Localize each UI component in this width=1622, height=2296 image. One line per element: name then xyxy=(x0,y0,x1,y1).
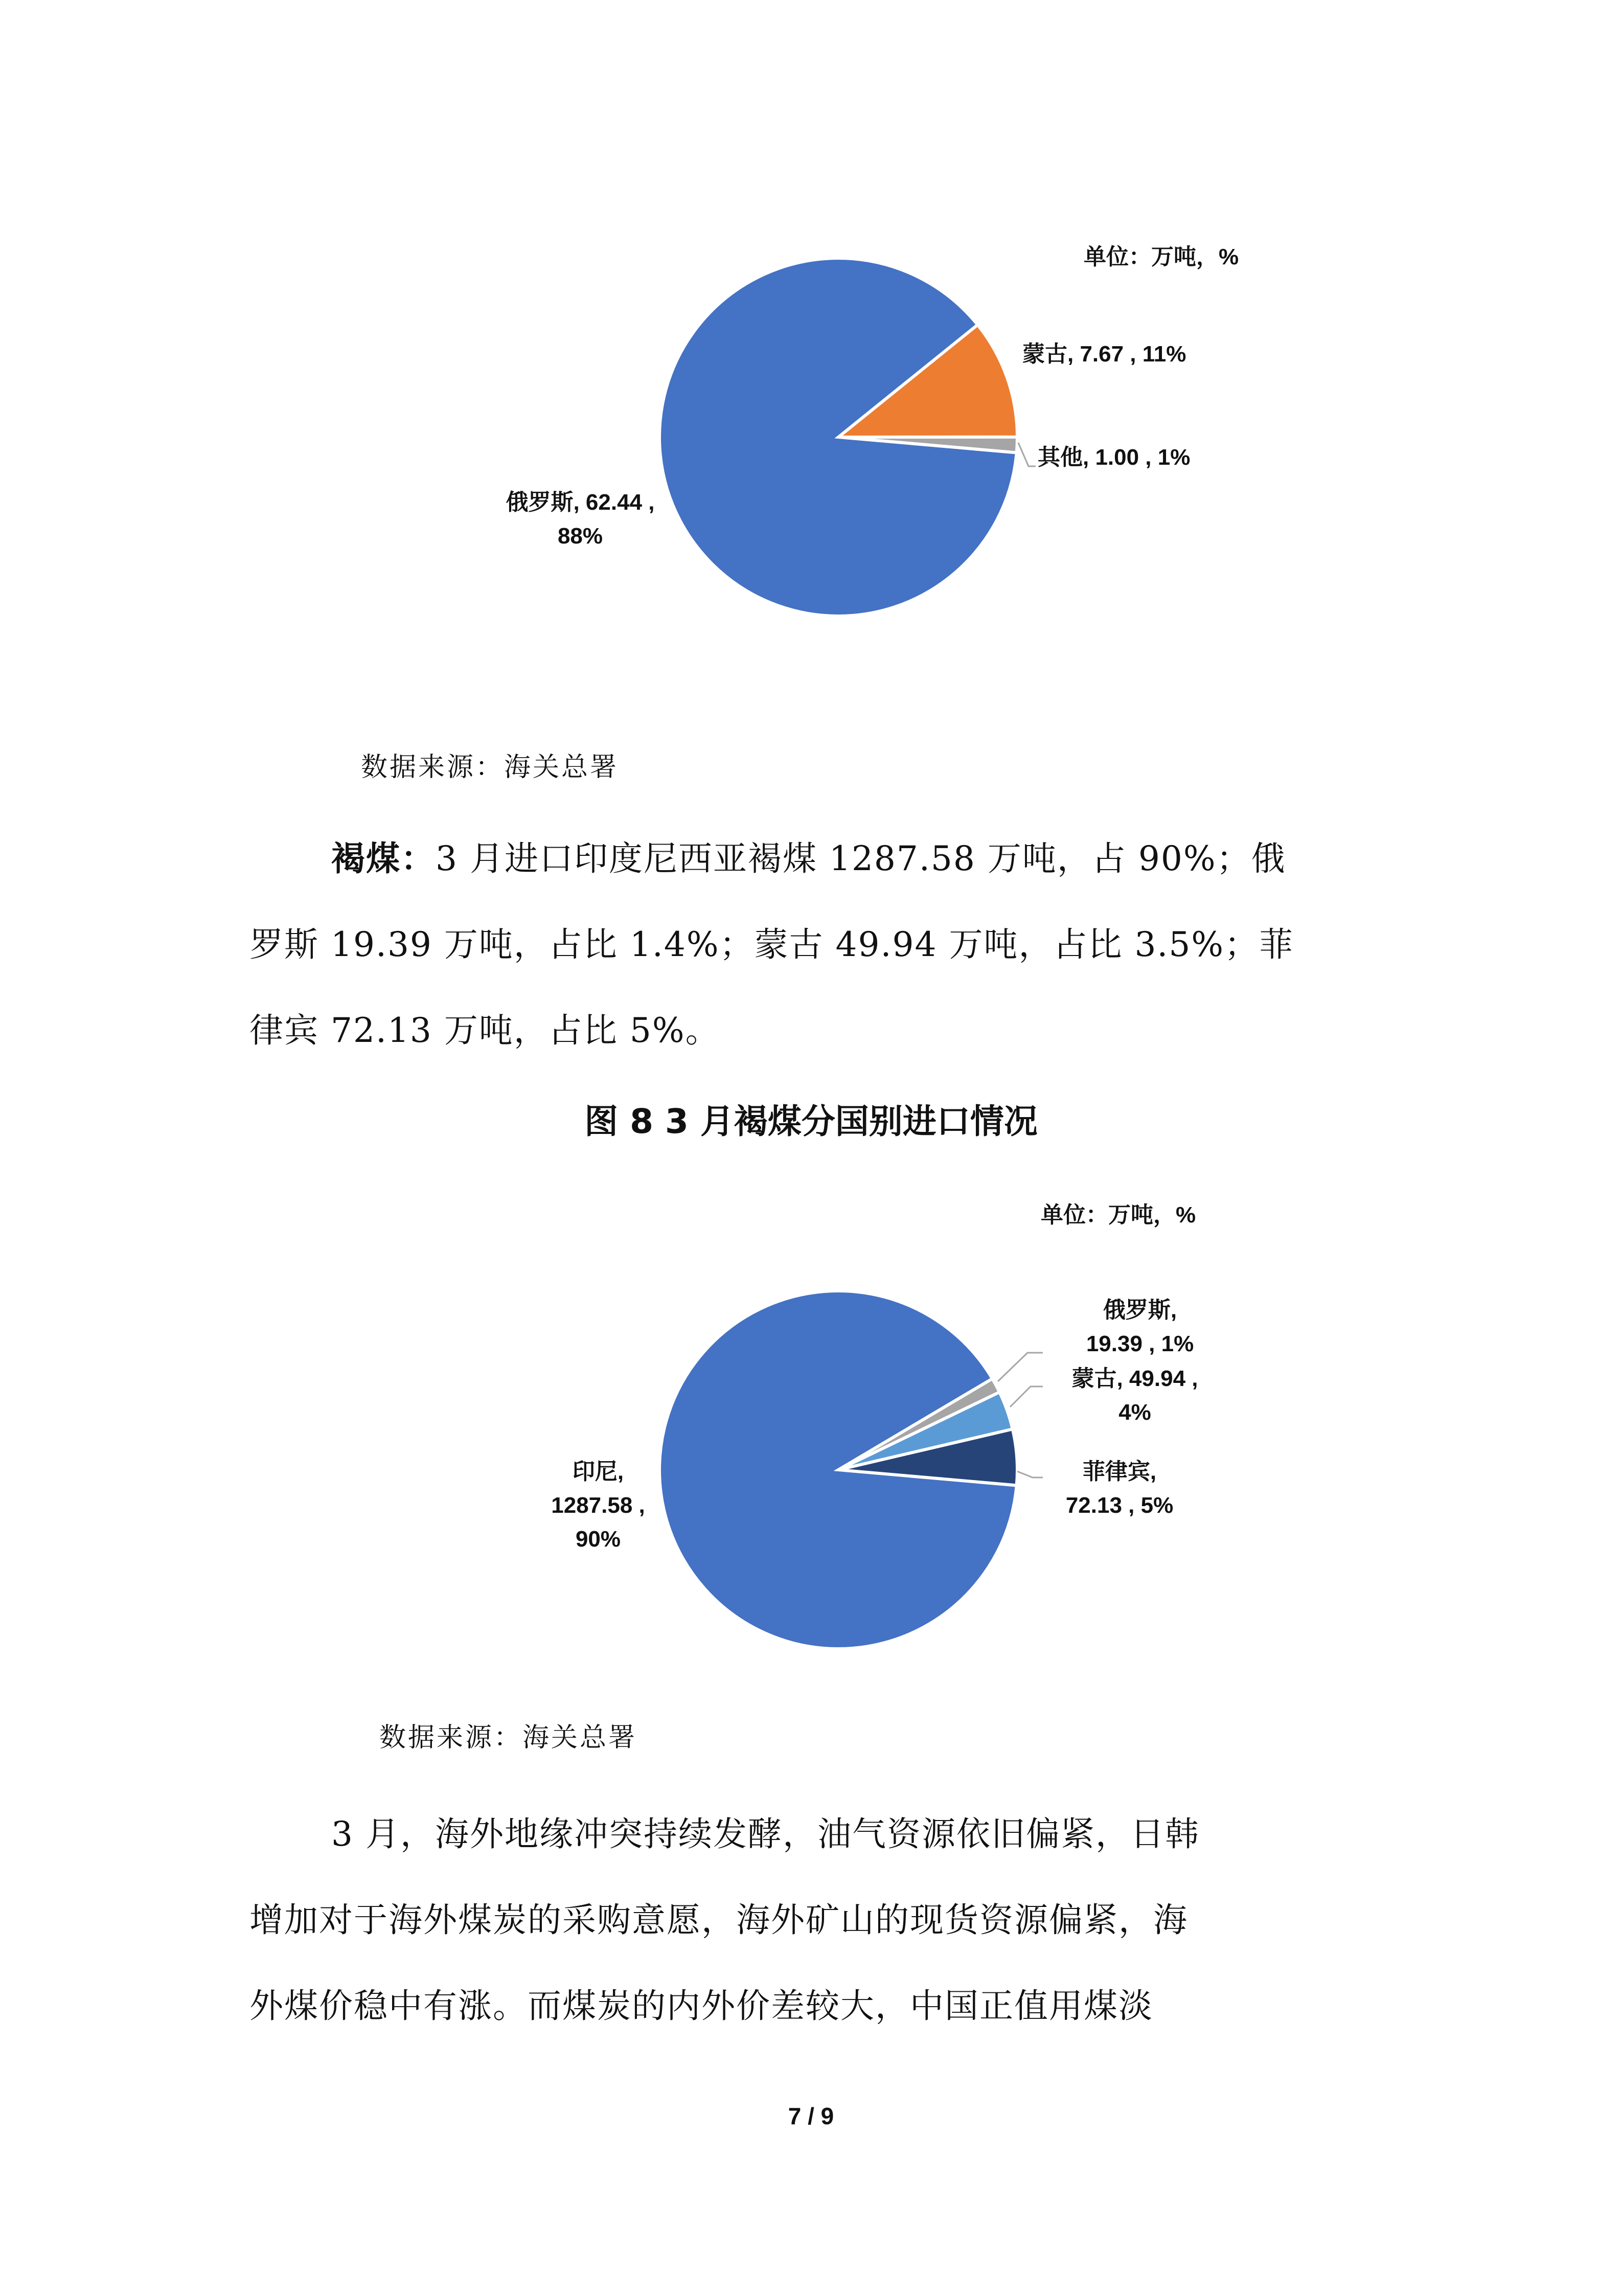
chart1-label-other: 其他, 1.00 , 1% xyxy=(1038,445,1191,470)
leader-line-philippines xyxy=(1017,1471,1043,1477)
chart1-unit-label: 单位：万吨，% xyxy=(1084,244,1239,269)
chart2-pie xyxy=(634,1268,1043,1656)
chart2-label-mongolia: 蒙古, 49.94 , 4% xyxy=(1071,1366,1198,1425)
paragraph-overseas: 3 月，海外地缘冲突持续发酵，油气资源依旧偏紧，日韩 增加对于海外煤炭的采购意愿，海外矿山的现货资源偏紧，海 外煤价稳中有涨。而煤炭的内外价差较大，中国正值用煤淡 xyxy=(249,1814,1200,2026)
leader-line-russia xyxy=(998,1353,1043,1381)
figure-title: 图 8 3 月褐煤分国别进口情况 xyxy=(584,1102,1038,1141)
paragraph-lignite: 褐煤：3 月进口印度尼西亚褐煤 1287.58 万吨，占 90%；俄 罗斯 19.39 万吨，占比 1.4%；蒙古 49.94 万吨，占比 3.5%；菲 律宾 72.13 万吨，占比 5%。 xyxy=(249,839,1294,1050)
leader-line-other xyxy=(1018,443,1036,466)
chart2-source: 数据来源：海关总署 xyxy=(379,1722,637,1753)
chart1-source: 数据来源：海关总署 xyxy=(361,752,619,783)
chart1-pie xyxy=(634,245,1043,634)
chart2-label-philippines: 菲律宾, 72.13 , 5% xyxy=(1065,1459,1174,1518)
chart1-label-russia: 俄罗斯, 62.44 , 88% xyxy=(506,490,655,549)
chart1-label-mongolia: 蒙古, 7.67 , 11% xyxy=(1022,342,1186,367)
leader-line-mongolia xyxy=(1010,1386,1043,1407)
chart2-unit-label: 单位：万吨，% xyxy=(1041,1202,1196,1227)
chart2-label-indonesia: 印尼, 1287.58 , 90% xyxy=(551,1459,645,1552)
chart2-label-russia: 俄罗斯, 19.39 , 1% xyxy=(1086,1298,1194,1356)
page-number: 7 / 9 xyxy=(788,2103,834,2129)
paragraph-lead: 褐煤： xyxy=(331,839,436,878)
